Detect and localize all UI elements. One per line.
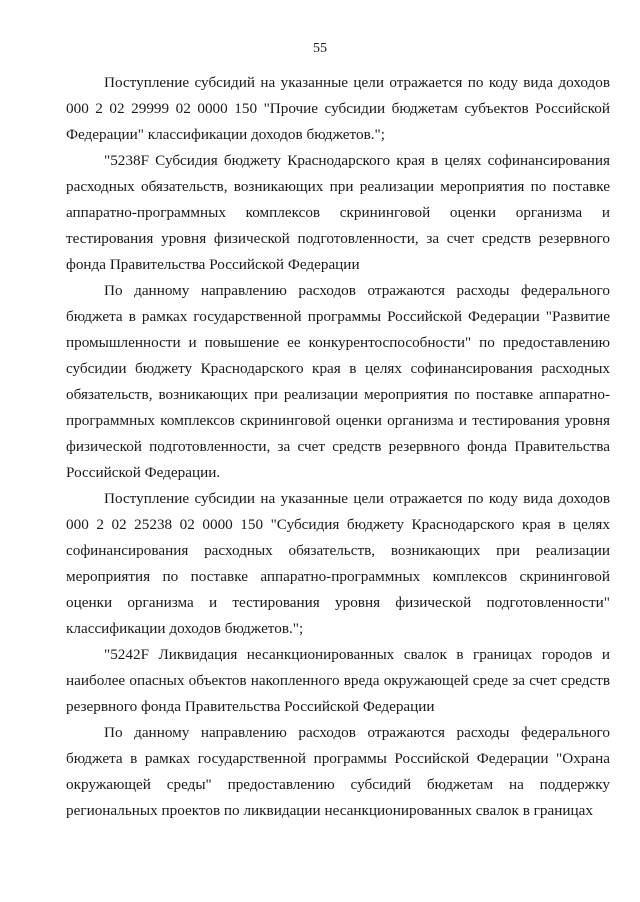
page-number: 55 [313, 41, 327, 56]
paragraph-income-other-subsidies: Поступление субсидий на указанные цели отражается по коду вида доходов 000 2 02 29999 02 0000 150 "Прочие субсидии бюджетам субъектов Российской Федерации" классификации доходов бюджетов."; [66, 74, 610, 143]
paragraph-code-5238f-title: "5238F Субсидия бюджету Краснодарского края в целях софинансирования расходных обязательств, возникающих при реализации мероприятия по поставке аппаратно-программных комплексов скрининговой оценки организма и тестирования уровня физической подготовленности, за счет средств резервного фонда Правительства Российской Федерации [66, 152, 610, 273]
document-body [66, 70, 610, 824]
paragraph-code-5242f-title: "5242F Ликвидация несанкционированных свалок в границах городов и наиболее опасных объектов накопленного вреда окружающей среде за счет средств резервного фонда Правительства Российской Федерации [66, 646, 610, 715]
paragraph-5238f-income-code: Поступление субсидии на указанные цели отражается по коду вида доходов 000 2 02 25238 02 0000 150 "Субсидия бюджету Краснодарского края в целях софинансирования расходных обязательств, возникающих при реализации мероприятия по поставке аппаратно-программных комплексов скрининговой оценки организма и тестирования уровня физической подготовленности" классификации доходов бюджетов."; [66, 490, 610, 637]
paragraph-5238f-expenses: По данному направлению расходов отражаются расходы федерального бюджета в рамках государственной программы Российской Федерации "Развитие промышленности и повышение ее конкурентоспособности" по предоставлению субсидии бюджету Краснодарского края в целях софинансирования расходных обязательств, возникающих при реализации мероприятия по поставке аппаратно-программных комплексов скрининговой оценки организма и тестирования уровня физической подготовленности, за счет средств резервного фонда Правительства Российской Федерации. [66, 282, 610, 481]
paragraph-5242f-expenses: По данному направлению расходов отражаются расходы федерального бюджета в рамках государственной программы Российской Федерации "Охрана окружающей среды" предоставлению субсидий бюджетам на поддержку региональных проектов по ликвидации несанкционированных свалок в границах [66, 724, 610, 819]
